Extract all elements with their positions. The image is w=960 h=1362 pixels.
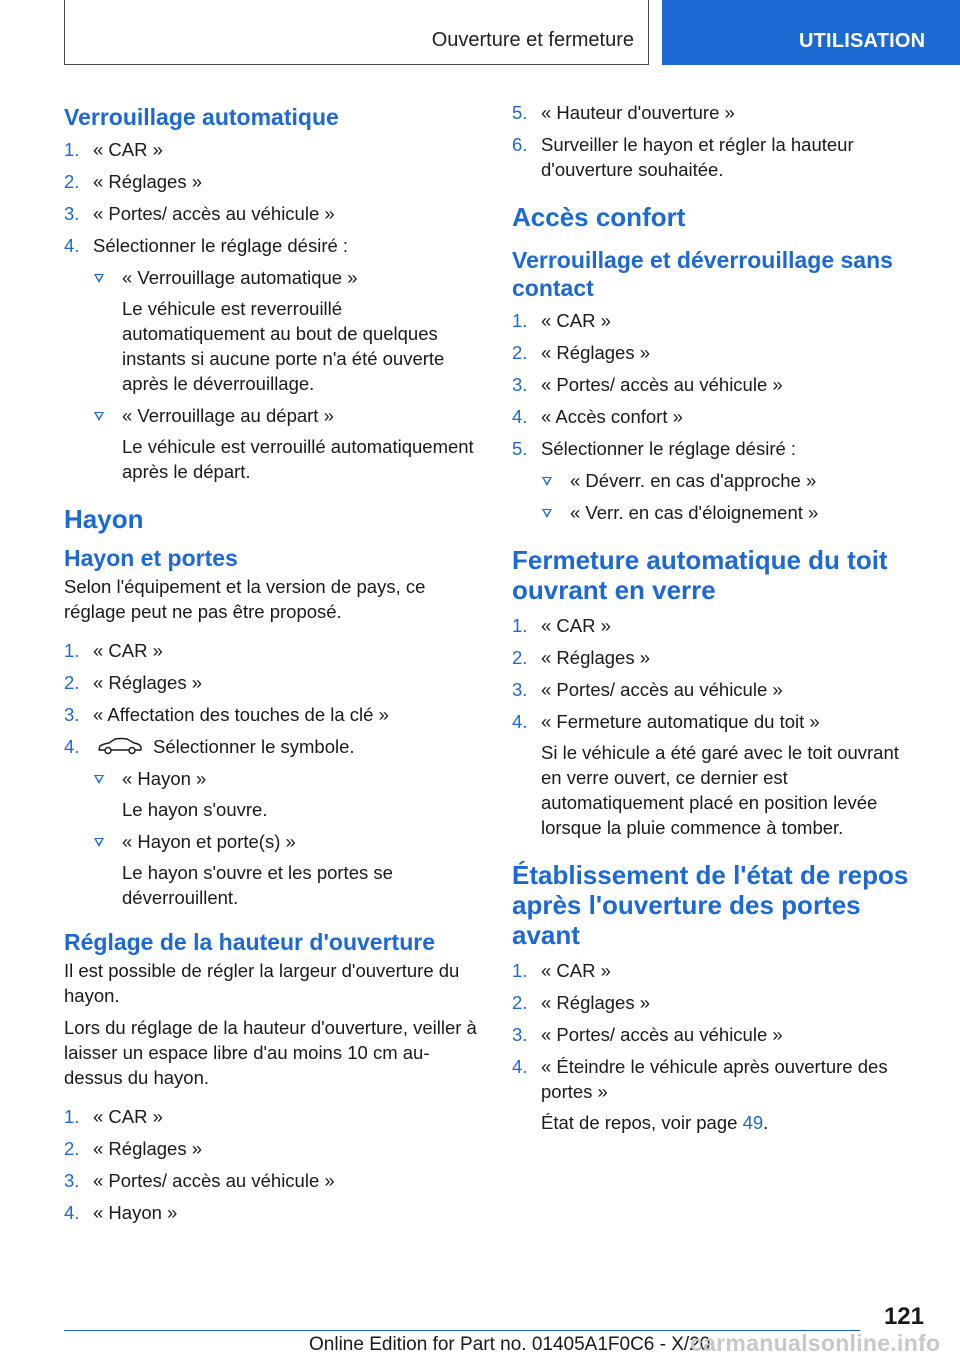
step-number: 1. xyxy=(512,960,528,981)
list-item: 3. « Portes/ accès au véhicule » xyxy=(512,1024,783,1045)
triangle-bullet-icon xyxy=(94,775,104,784)
step-number: 5. xyxy=(512,438,528,459)
list-item: 4. « Fermeture automatique du toit » Si le véhicule a été garé avec le toit ouvrant en verre ouvert, ce dernier est automatiquement placé en position levée lorsque la pluie commence à tomber. xyxy=(512,709,922,840)
option-list xyxy=(541,468,922,525)
option-item: « Hayon et porte(s) » Le hayon s'ouvre et les portes se déverrouillent. xyxy=(93,829,484,910)
step-number: 2. xyxy=(64,171,80,192)
step-number: 6. xyxy=(512,134,528,155)
header-section-box xyxy=(64,0,649,65)
list-item: 4. Sélectionner le symbole. « Hayon » Le hayon s'ouvre. « Hayon et porte(s) » Le hayon s'ouvre et les portes se déverrouillent. xyxy=(64,734,484,910)
list-item: 4. « Accès confort » xyxy=(512,406,683,427)
step-number: 4. xyxy=(512,711,528,732)
paragraph-espace-libre: Lors du réglage de la hauteur d'ouverture, veiller à laisser un espace libre d'au moins 10 cm au-dessus du hayon. xyxy=(64,1017,477,1088)
list-item: 3. « Portes/ accès au véhicule » xyxy=(512,679,783,700)
step-number: 4. xyxy=(64,1202,80,1223)
triangle-bullet-icon xyxy=(94,838,104,847)
steps-hayon xyxy=(64,638,484,910)
list-item: 4. « Hayon » xyxy=(64,1202,178,1223)
list-item: 2. « Réglages » xyxy=(512,647,651,668)
list-item: 1. « CAR » xyxy=(64,139,163,160)
option-description: Le véhicule est verrouillé automatiquement après le départ. xyxy=(122,436,474,482)
footer-edition: Online Edition for Part no. 01405A1F0C6 - X/20 xyxy=(309,1334,711,1355)
step-number: 4. xyxy=(512,406,528,427)
option-list xyxy=(93,766,484,910)
list-item: 4. Sélectionner le réglage désiré : « Verrouillage automatique » Le véhicule est reverrouillé automatiquement au bout de quelques instants si aucune porte n'a été ouverte après le déverrouillage. « Verrouillage au départ » Le véhicule est verrouillé automatiquement après le départ. xyxy=(64,233,484,484)
step-number: 1. xyxy=(64,640,80,661)
step-number: 3. xyxy=(64,1170,80,1191)
list-item: 3. « Portes/ accès au véhicule » xyxy=(64,1170,335,1191)
header-section-title: Ouverture et fermeture xyxy=(431,29,634,51)
step-number: 2. xyxy=(512,992,528,1013)
heading-hayon-et-portes: Hayon et portes xyxy=(64,545,238,571)
step-description: Si le véhicule a été garé avec le toit ouvrant en verre ouvert, ce dernier est automatiquement placé en position levée lorsque la pluie commence à tomber. xyxy=(541,742,899,838)
option-description: Le hayon s'ouvre. xyxy=(122,799,268,820)
list-item: 1. « CAR » xyxy=(64,1106,163,1127)
chapter-tab-label: UTILISATION xyxy=(799,30,926,52)
option-item: « Verrouillage au départ » Le véhicule est verrouillé automatiquement après le départ. xyxy=(93,403,484,484)
heading-sans-contact: Verrouillage et déverrouillage sans contact xyxy=(512,247,893,301)
option-item: « Hayon » Le hayon s'ouvre. xyxy=(93,766,484,822)
step-number: 3. xyxy=(64,203,80,224)
page-reference: État de repos, voir page 49. xyxy=(541,1112,769,1133)
list-item: 2. « Réglages » xyxy=(512,342,651,363)
step-number: 1. xyxy=(64,1106,80,1127)
step-number: 1. xyxy=(512,310,528,331)
page-link[interactable]: 49 xyxy=(742,1112,764,1133)
list-item: 6. Surveiller le hayon et régler la hauteur d'ouverture souhaitée. xyxy=(512,134,854,180)
triangle-bullet-icon xyxy=(94,412,104,421)
page-number: 121 xyxy=(883,1303,924,1330)
steps-hauteur xyxy=(64,1104,484,1225)
step-number: 3. xyxy=(512,1024,528,1045)
list-item: 3. « Affectation des touches de la clé » xyxy=(64,704,389,725)
heading-fermeture-toit: Fermeture automatique du toit ouvrant en verre xyxy=(512,545,888,605)
triangle-bullet-icon xyxy=(542,509,552,518)
step-number: 2. xyxy=(64,1138,80,1159)
step-number: 4. xyxy=(64,736,80,757)
step-number: 5. xyxy=(512,102,528,123)
step-number: 3. xyxy=(512,374,528,395)
option-description: Le hayon s'ouvre et les portes se déverrouillent. xyxy=(122,862,393,908)
list-item: 1. « CAR » xyxy=(512,615,611,636)
list-item: 1. « CAR » xyxy=(512,960,611,981)
list-item: 2. « Réglages » xyxy=(64,672,203,693)
list-item: 2. « Réglages » xyxy=(512,992,651,1013)
step-number: 3. xyxy=(64,704,80,725)
list-item: 3. « Portes/ accès au véhicule » xyxy=(512,374,783,395)
list-item: 4. « Éteindre le véhicule après ouverture des portes » État de repos, voir page 49. xyxy=(512,1054,922,1135)
step-number: 1. xyxy=(64,139,80,160)
list-item: 2. « Réglages » xyxy=(64,171,203,192)
list-item: 1. « CAR » xyxy=(64,640,163,661)
step-number: 2. xyxy=(512,647,528,668)
steps-acces-confort xyxy=(512,308,922,525)
heading-etat-repos: Établissement de l'état de repos après l'ouverture des portes avant xyxy=(512,860,909,950)
steps-fermeture-toit xyxy=(512,613,922,840)
list-item: 2. « Réglages » xyxy=(64,1138,203,1159)
chapter-tab xyxy=(662,0,960,65)
list-item: 1. « CAR » xyxy=(512,310,611,331)
triangle-bullet-icon xyxy=(542,477,552,486)
paragraph-largeur: Il est possible de régler la largeur d'ouverture du hayon. xyxy=(64,960,460,1006)
step-number: 4. xyxy=(512,1056,528,1077)
heading-verrouillage-automatique: Verrouillage automatique xyxy=(64,104,339,130)
car-symbol-icon xyxy=(97,737,143,755)
heading-hauteur-ouverture: Réglage de la hauteur d'ouverture xyxy=(64,929,435,955)
list-item: 5. Sélectionner le réglage désiré : « Déverr. en cas d'approche » « Verr. en cas d'éloignement » xyxy=(512,436,922,525)
triangle-bullet-icon xyxy=(94,274,104,283)
steps-hauteur-continued xyxy=(512,100,922,182)
list-item: 5. « Hauteur d'ouverture » xyxy=(512,102,735,123)
step-number: 4. xyxy=(64,235,80,256)
right-column xyxy=(512,100,922,1143)
list-item: 3. « Portes/ accès au véhicule » xyxy=(64,203,335,224)
footer-watermark: carmanualsonline.info xyxy=(690,1330,941,1356)
left-column xyxy=(64,100,484,1233)
step-number: 2. xyxy=(512,342,528,363)
steps-etat-repos xyxy=(512,958,922,1135)
steps-verrouillage xyxy=(64,137,484,484)
option-item: « Déverr. en cas d'approche » xyxy=(541,468,922,493)
option-item: « Verr. en cas d'éloignement » xyxy=(541,500,922,525)
step-number: 3. xyxy=(512,679,528,700)
heading-acces-confort: Accès confort xyxy=(512,202,686,232)
step-number: 2. xyxy=(64,672,80,693)
option-description: Le véhicule est reverrouillé automatiquement au bout de quelques instants si aucune porte n'a été ouverte après le déverrouillage. xyxy=(122,298,445,394)
heading-hayon: Hayon xyxy=(64,504,144,534)
step-number: 1. xyxy=(512,615,528,636)
option-item: « Verrouillage automatique » Le véhicule est reverrouillé automatiquement au bout de quelques instants si aucune porte n'a été ouverte après le déverrouillage. xyxy=(93,265,484,396)
paragraph-intro: Selon l'équipement et la version de pays, ce réglage peut ne pas être proposé. xyxy=(64,576,426,622)
option-list xyxy=(93,265,484,484)
